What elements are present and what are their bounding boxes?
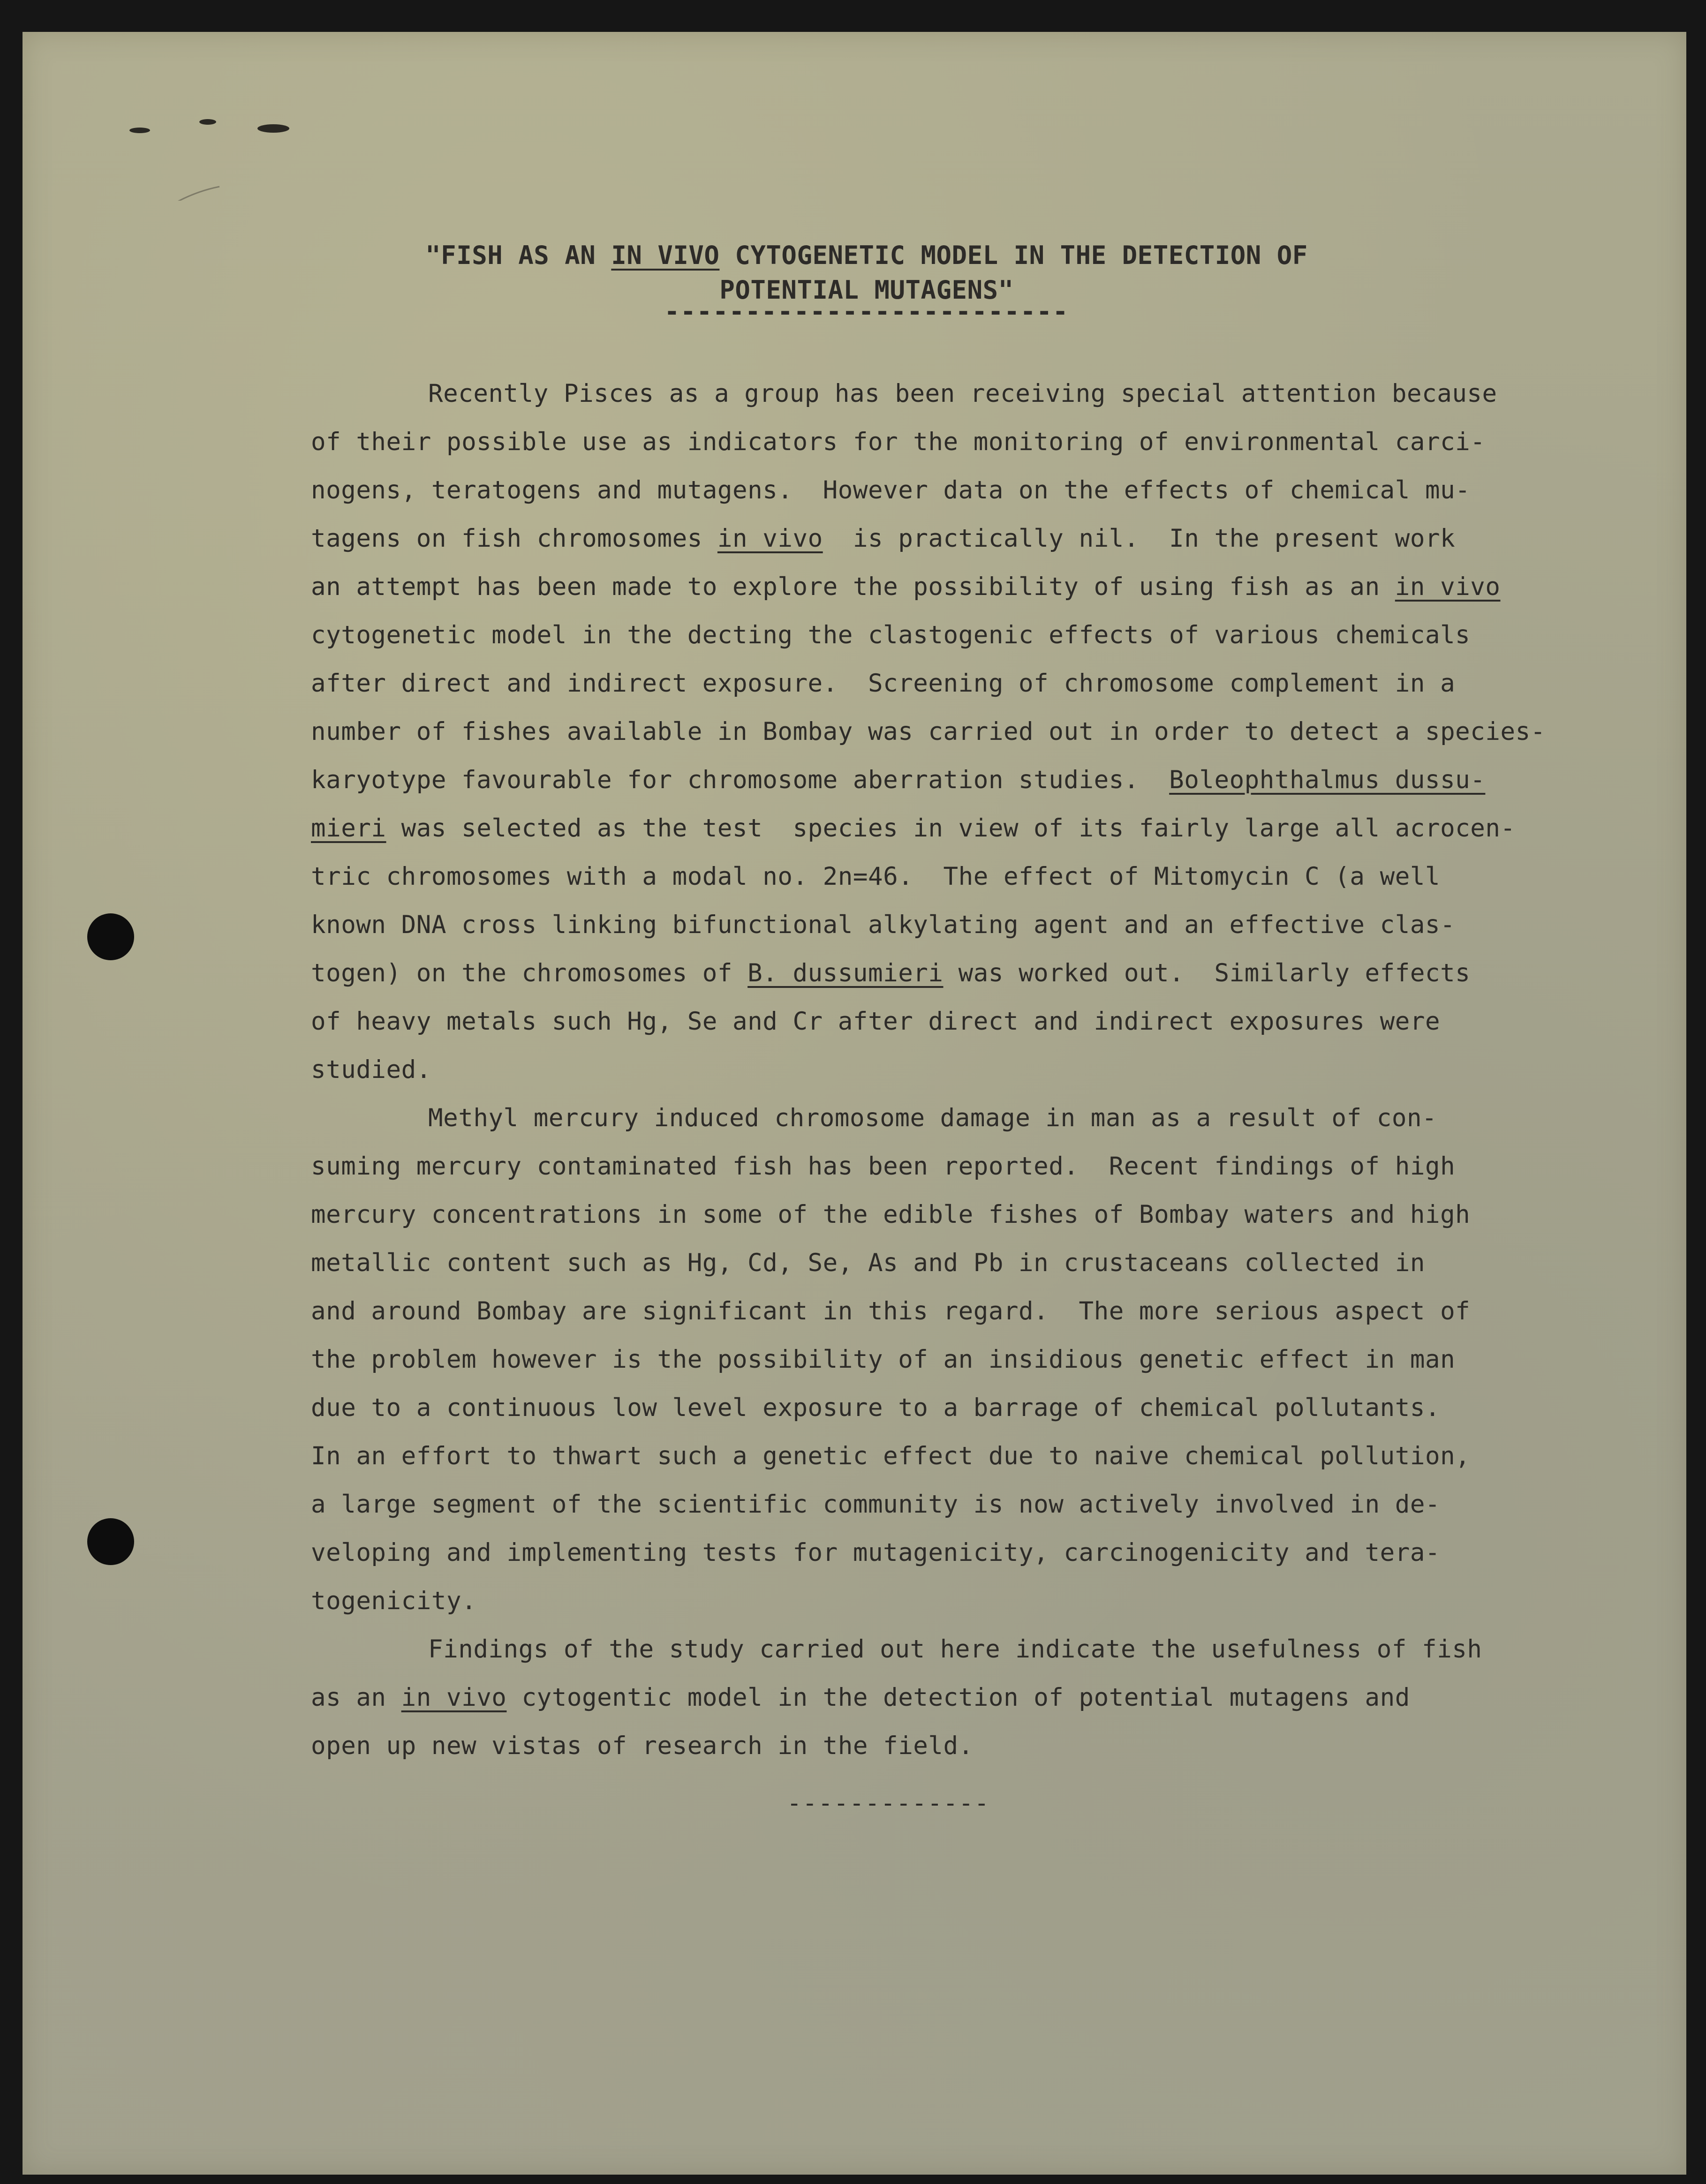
text-line <box>311 1142 1694 1190</box>
text-line <box>311 756 1694 804</box>
text-line <box>311 1094 1694 1142</box>
text-line <box>311 369 1694 418</box>
text-segment: open up new vistas of research in the field. <box>311 1732 974 1760</box>
text-line <box>311 1529 1694 1577</box>
text-line <box>311 611 1694 659</box>
text-segment: after direct and indirect exposure. Screening of chromosome complement in a <box>311 669 1456 698</box>
text-line <box>311 418 1694 466</box>
text-line <box>311 1722 1694 1770</box>
text-line <box>311 949 1694 997</box>
underlined-term: in vivo <box>401 1683 507 1712</box>
text-line <box>311 659 1694 708</box>
text-segment: karyotype favourable for chromosome aberration studies. <box>311 766 1170 794</box>
text-line <box>311 563 1694 611</box>
underlined-term: B. dussumieri <box>747 959 944 987</box>
text-segment: mercury concentrations in some of the edible fishes of Bombay waters and high <box>311 1200 1471 1229</box>
underlined-term: in vivo <box>1395 572 1501 601</box>
title-underline-rule: ------------------------- <box>664 297 1069 326</box>
title-in-vivo: IN VIVO <box>611 241 720 270</box>
text-line <box>311 708 1694 756</box>
text-segment: Findings of the study carried out here indicate the usefulness of fish <box>428 1635 1482 1664</box>
underlined-term: in vivo <box>717 524 823 553</box>
text-segment: was selected as the test species in view of its fairly large all acrocen- <box>386 814 1516 843</box>
text-segment: suming mercury contaminated fish has been reported. Recent findings of high <box>311 1152 1456 1181</box>
text-segment: tric chromosomes with a modal no. 2n=46. The effect of Mitomycin C (a well <box>311 862 1441 891</box>
paragraph <box>311 1094 1694 1625</box>
underlined-term: Boleophthalmus dussu- <box>1169 766 1486 794</box>
text-line <box>311 1577 1694 1625</box>
text-line <box>311 1384 1694 1432</box>
text-line <box>311 901 1694 949</box>
text-line <box>311 514 1694 563</box>
text-line <box>311 1480 1694 1529</box>
text-segment: In an effort to thwart such a genetic effect due to naive chemical pollution, <box>311 1442 1471 1470</box>
text-segment: number of fishes available in Bombay was carried out in order to detect a species- <box>311 717 1546 746</box>
text-line <box>311 1046 1694 1094</box>
underlined-term: mieri <box>311 814 386 843</box>
punch-hole-lower <box>87 1518 134 1565</box>
text-segment: metallic content such as Hg, Cd, Se, As and Pb in crustaceans collected in <box>311 1249 1425 1277</box>
paper-blemishes <box>107 79 370 201</box>
text-segment: togen) on the chromosomes of <box>311 959 748 987</box>
title-suffix: CYTOGENETIC MODEL IN THE DETECTION OF <box>719 241 1308 270</box>
paragraph <box>311 1625 1694 1770</box>
text-segment: is practically nil. In the present work <box>823 524 1456 553</box>
text-segment: Methyl mercury induced chromosome damage in man as a result of con- <box>428 1104 1437 1132</box>
text-segment: a large segment of the scientific community is now actively involved in de- <box>311 1490 1441 1519</box>
text-line <box>311 466 1694 514</box>
text-line <box>311 1673 1694 1722</box>
text-line <box>311 1287 1694 1335</box>
title-line-2: POTENTIAL MUTAGENS" <box>719 275 1014 305</box>
abstract-body <box>311 369 1694 1770</box>
text-segment: as an <box>311 1683 401 1712</box>
text-line <box>311 1190 1694 1239</box>
text-segment: of their possible use as indicators for the monitoring of environmental carci- <box>311 428 1486 456</box>
text-segment: and around Bombay are significant in this regard. The more serious aspect of <box>311 1297 1471 1325</box>
text-segment: of heavy metals such Hg, Se and Cr after direct and indirect exposures were <box>311 1007 1441 1036</box>
text-line <box>311 1432 1694 1480</box>
text-segment: Recently Pisces as a group has been receiving special attention because <box>428 379 1497 408</box>
text-segment: cytogentic model in the detection of potential mutagens and <box>506 1683 1410 1712</box>
text-line <box>311 852 1694 901</box>
punch-hole-upper <box>87 913 134 960</box>
text-segment: studied. <box>311 1055 431 1084</box>
text-segment: due to a continuous low level exposure to a barrage of chemical pollutants. <box>311 1393 1441 1422</box>
text-line <box>311 1625 1694 1673</box>
text-line <box>311 997 1694 1046</box>
text-line <box>311 1239 1694 1287</box>
text-segment: the problem however is the possibility of an insidious genetic effect in man <box>311 1345 1456 1374</box>
document-title <box>351 238 1382 326</box>
text-line <box>311 1335 1694 1384</box>
end-rule: ------------- <box>787 1789 990 1817</box>
text-segment: known DNA cross linking bifunctional alkylating agent and an effective clas- <box>311 911 1456 939</box>
title-prefix: "FISH AS AN <box>425 241 611 270</box>
text-segment: was worked out. Similarly effects <box>943 959 1471 987</box>
text-line <box>311 804 1694 852</box>
text-segment: togenicity. <box>311 1587 477 1615</box>
text-segment: tagens on fish chromosomes <box>311 524 717 553</box>
text-segment: nogens, teratogens and mutagens. However data on the effects of chemical mu- <box>311 476 1471 505</box>
text-segment: cytogenetic model in the decting the clastogenic effects of various chemicals <box>311 621 1471 649</box>
text-segment: an attempt has been made to explore the possibility of using fish as an <box>311 572 1395 601</box>
title-line-1 <box>351 238 1382 273</box>
text-segment: veloping and implementing tests for mutagenicity, carcinogenicity and tera- <box>311 1538 1441 1567</box>
paragraph <box>311 369 1694 1094</box>
typed-page <box>23 32 1686 2175</box>
